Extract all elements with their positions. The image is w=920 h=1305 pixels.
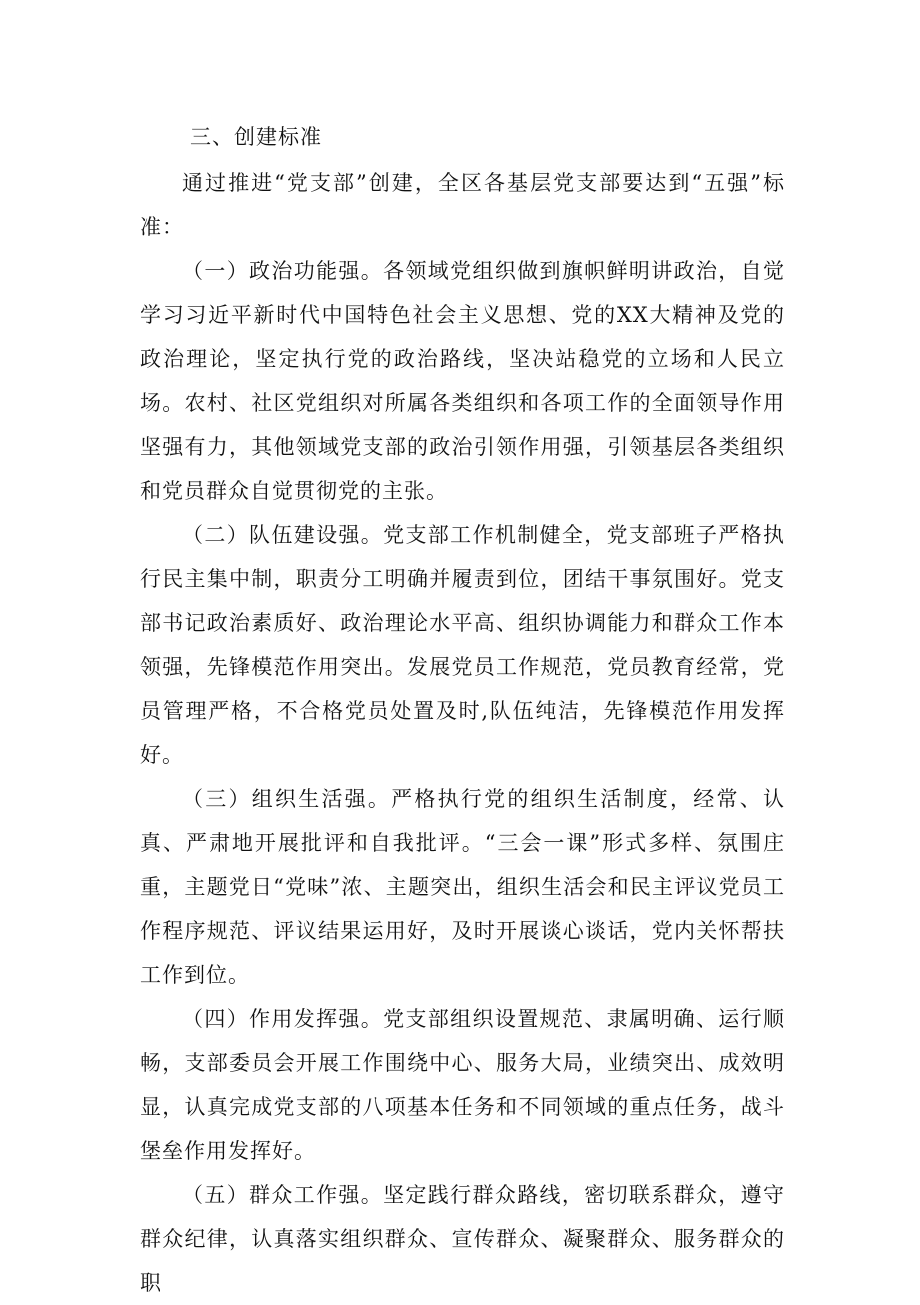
paragraph-mass-work: （五）群众工作强。坚定践行群众路线，密切联系群众，遵守群众纪律，认真落实组织群众、宣传群众、凝聚群众、服务群众的职 bbox=[140, 1183, 785, 1295]
paragraph-political-function: （一）政治功能强。各领域党组织做到旗帜鲜明讲政治，自觉学习习近平新时代中国特色社会主义思想、党的XX大精神及党的政治理论，坚定执行党的政治路线，坚决站稳党的立场和人民立场。农村、社区党组织对所属各类组织和各项工作的全面领导作用坚强有力，其他领域党支部的政治引领作用强，引领基层各类组织和党员群众自觉贯彻党的主张。 bbox=[140, 259, 785, 503]
paragraph-role-play: （四）作用发挥强。党支部组织设置规范、隶属明确、运行顺畅，支部委员会开展工作围绕中心、服务大局，业绩突出、成效明显，认真完成党支部的八项基本任务和不同领域的重点任务，战斗堡垒作用发挥好。 bbox=[140, 1007, 785, 1163]
document-body bbox=[140, 117, 785, 1305]
paragraph-organizational-life: （三）组织生活强。严格执行党的组织生活制度，经常、认真、严肃地开展批评和自我批评。“三会一课”形式多样、氛围庄重，主题党日“党味”浓、主题突出，组织生活会和民主评议党员工作程序规范、评议结果运用好，及时开展谈心谈话，党内关怀帮扶工作到位。 bbox=[140, 787, 785, 987]
section-heading: 三、创建标准 bbox=[190, 125, 322, 149]
intro-paragraph: 通过推进“党支部”创建，全区各基层党支部要达到“五强”标准： bbox=[140, 171, 785, 239]
paragraph-team-building: （二）队伍建设强。党支部工作机制健全，党支部班子严格执行民主集中制，职责分工明确并履责到位，团结干事氛围好。党支部书记政治素质好、政治理论水平高、组织协调能力和群众工作本领强，先锋模范作用突出。发展党员工作规范，党员教育经常，党员管理严格，不合格党员处置及时,队伍纯洁，先锋模范作用发挥好。 bbox=[140, 523, 785, 767]
